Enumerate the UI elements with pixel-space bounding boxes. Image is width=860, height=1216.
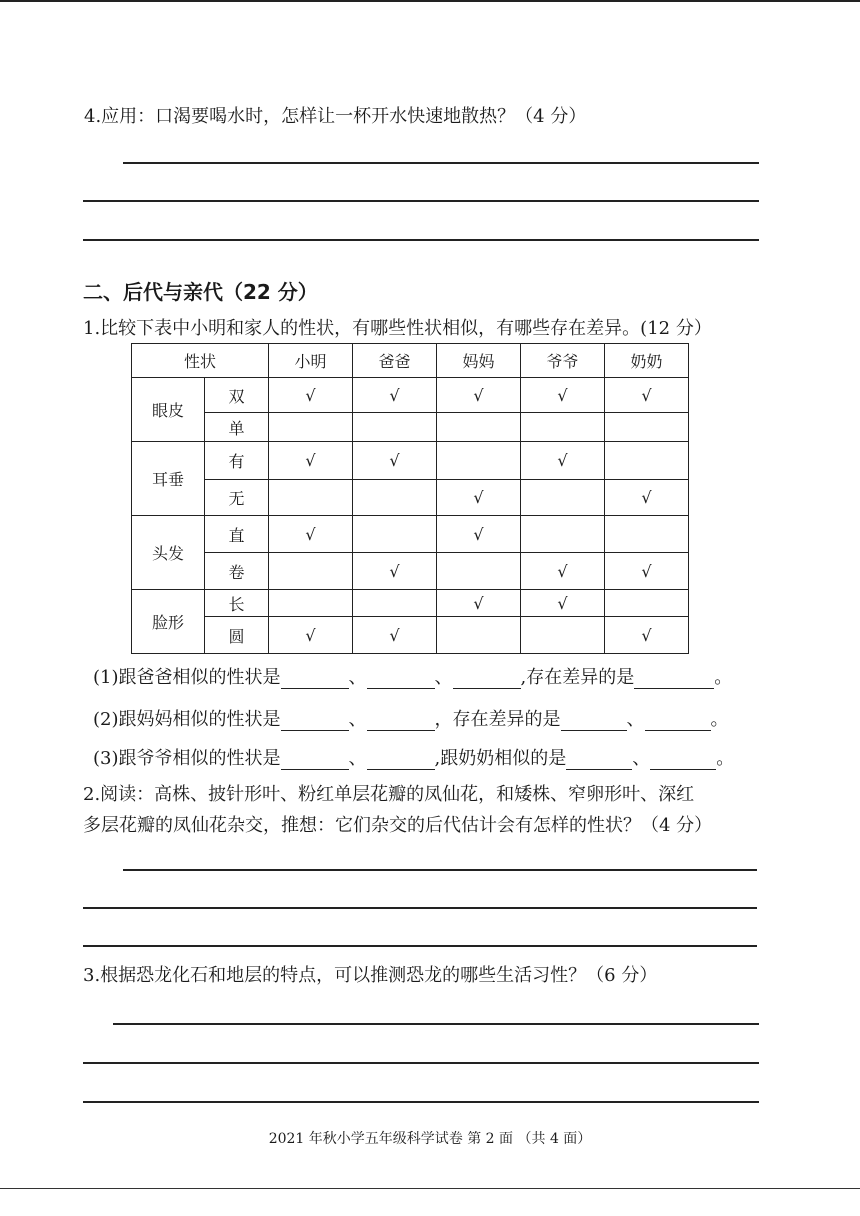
trait-group-label: 头发 xyxy=(132,516,205,590)
fill-blank[interactable] xyxy=(281,751,349,770)
period: 。 xyxy=(714,667,733,688)
check-cell: √ xyxy=(269,516,353,553)
check-cell: √ xyxy=(353,553,437,590)
answer-line[interactable] xyxy=(83,200,759,202)
answer-line[interactable] xyxy=(83,1062,759,1064)
separator: 、 xyxy=(348,709,367,730)
check-cell xyxy=(521,480,605,516)
fill-blank[interactable] xyxy=(650,751,716,770)
check-cell xyxy=(521,413,605,442)
trait-group-label: 眼皮 xyxy=(132,378,205,442)
table-header-member: 妈妈 xyxy=(437,344,521,378)
trait-row-label: 圆 xyxy=(205,617,269,654)
answer-line[interactable] xyxy=(123,162,759,164)
fill-blank[interactable] xyxy=(281,670,349,689)
check-cell: √ xyxy=(353,378,437,413)
section-2-title: 二、后代与亲代（22 分） xyxy=(83,280,318,304)
traits-table xyxy=(131,343,689,654)
check-cell: √ xyxy=(605,553,689,590)
answer-line[interactable] xyxy=(83,945,757,947)
table-header-member: 小明 xyxy=(269,344,353,378)
fill-blank[interactable] xyxy=(367,670,435,689)
question-2-line-1: 2.阅读：高株、披针形叶、粉红单层花瓣的凤仙花，和矮株、窄卵形叶、深红 xyxy=(83,784,695,805)
table-header-trait: 性状 xyxy=(132,344,269,378)
check-cell xyxy=(269,413,353,442)
check-cell: √ xyxy=(437,516,521,553)
question-2-line-2: 多层花瓣的凤仙花杂交，推想：它们杂交的后代估计会有怎样的性状？（4 分） xyxy=(83,815,713,836)
sub-question-1 xyxy=(93,667,732,689)
table-header-member: 奶奶 xyxy=(605,344,689,378)
check-cell xyxy=(353,413,437,442)
check-cell xyxy=(353,480,437,516)
question-3-text: 3.根据恐龙化石和地层的特点，可以推测恐龙的哪些生活习性？（6 分） xyxy=(83,965,658,986)
check-cell: √ xyxy=(521,442,605,480)
check-cell: √ xyxy=(269,442,353,480)
check-cell xyxy=(437,617,521,654)
check-cell: √ xyxy=(269,378,353,413)
check-cell xyxy=(521,617,605,654)
fill-blank[interactable] xyxy=(634,670,714,689)
check-cell xyxy=(437,413,521,442)
check-cell: √ xyxy=(521,553,605,590)
trait-row-label: 无 xyxy=(205,480,269,516)
check-cell: √ xyxy=(521,378,605,413)
separator: 、 xyxy=(626,709,645,730)
check-cell: √ xyxy=(437,480,521,516)
top-border xyxy=(0,0,860,2)
fill-blank[interactable] xyxy=(566,751,632,770)
check-cell: √ xyxy=(353,442,437,480)
sub-question-2-diff-prompt: ，存在差异的是 xyxy=(434,709,561,730)
fill-blank[interactable] xyxy=(367,712,435,731)
check-cell xyxy=(269,480,353,516)
check-cell: √ xyxy=(605,378,689,413)
trait-group-label: 耳垂 xyxy=(132,442,205,516)
check-cell: √ xyxy=(353,617,437,654)
fill-blank[interactable] xyxy=(453,670,521,689)
question-4-text: 4.应用：口渴要喝水时，怎样让一杯开水快速地散热？（4 分） xyxy=(84,106,587,127)
sub-question-1-diff-prompt: ,存在差异的是 xyxy=(520,667,635,688)
trait-row-label: 长 xyxy=(205,590,269,617)
separator: 、 xyxy=(348,748,367,769)
table-header-member: 爷爷 xyxy=(521,344,605,378)
sub-question-2-prompt: (2)跟妈妈相似的性状是 xyxy=(93,709,281,730)
check-cell xyxy=(353,590,437,617)
sub-question-2 xyxy=(93,709,729,731)
bottom-border xyxy=(0,1188,860,1189)
trait-row-label: 有 xyxy=(205,442,269,480)
trait-row-label: 单 xyxy=(205,413,269,442)
answer-line[interactable] xyxy=(83,907,757,909)
check-cell xyxy=(521,516,605,553)
check-cell xyxy=(605,413,689,442)
separator: 、 xyxy=(348,667,367,688)
check-cell: √ xyxy=(605,480,689,516)
check-cell xyxy=(605,442,689,480)
period: 。 xyxy=(716,748,735,769)
answer-line[interactable] xyxy=(123,869,757,871)
separator: 、 xyxy=(434,667,453,688)
trait-group-label: 脸形 xyxy=(132,590,205,654)
check-cell: √ xyxy=(605,617,689,654)
check-cell xyxy=(269,590,353,617)
sub-question-3-grandma-prompt: ,跟奶奶相似的是 xyxy=(434,748,567,769)
answer-line[interactable] xyxy=(113,1023,759,1025)
answer-line[interactable] xyxy=(83,1101,759,1103)
page-footer: 2021 年秋小学五年级科学试卷 第 2 面 （共 4 面） xyxy=(268,1131,592,1147)
fill-blank[interactable] xyxy=(367,751,435,770)
fill-blank[interactable] xyxy=(281,712,349,731)
check-cell: √ xyxy=(269,617,353,654)
check-cell xyxy=(353,516,437,553)
fill-blank[interactable] xyxy=(645,712,711,731)
trait-row-label: 卷 xyxy=(205,553,269,590)
table-header-member: 爸爸 xyxy=(353,344,437,378)
check-cell: √ xyxy=(437,590,521,617)
separator: 、 xyxy=(632,748,651,769)
sub-question-1-prompt: (1)跟爸爸相似的性状是 xyxy=(93,667,281,688)
check-cell xyxy=(437,553,521,590)
sub-question-3-prompt: (3)跟爷爷相似的性状是 xyxy=(93,748,281,769)
check-cell xyxy=(605,590,689,617)
check-cell xyxy=(437,442,521,480)
trait-row-label: 直 xyxy=(205,516,269,553)
trait-row-label: 双 xyxy=(205,378,269,413)
fill-blank[interactable] xyxy=(561,712,627,731)
question-1-text: 1.比较下表中小明和家人的性状，有哪些性状相似，有哪些存在差异。(12 分） xyxy=(83,318,712,339)
period: 。 xyxy=(710,709,729,730)
check-cell: √ xyxy=(437,378,521,413)
check-cell xyxy=(605,516,689,553)
check-cell: √ xyxy=(521,590,605,617)
answer-line[interactable] xyxy=(83,239,759,241)
check-cell xyxy=(269,553,353,590)
sub-question-3 xyxy=(93,748,734,770)
